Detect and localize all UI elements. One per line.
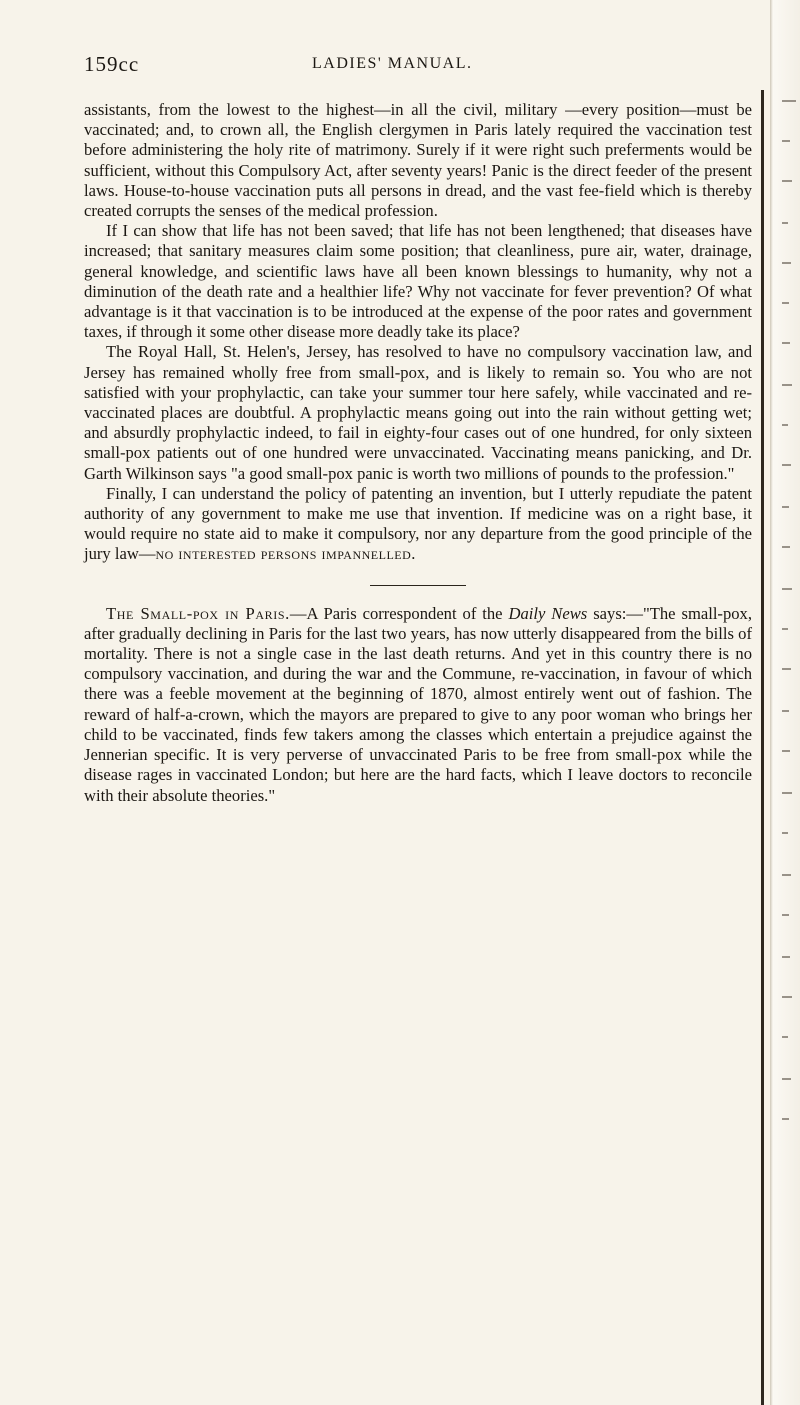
adjacent-text-fragment [782,546,790,548]
adjacent-text-fragment [782,668,791,670]
adjacent-text-fragment [782,384,792,386]
paragraph-4-text: Finally, I can understand the policy of patenting an invention, but I utterly repudiate the patent authority of any government to make me use that invention. If medicine was on a right base, it would require no state aid to make it compulsory, nor any departure from the good principle of the jury law— [84,483,752,564]
adjacent-text-fragment [782,956,790,958]
adjacent-text-fragment [782,140,790,142]
adjacent-text-fragment [782,874,791,876]
newspaper-title: Daily News [508,603,588,623]
adjacent-text-fragment [782,464,791,466]
adjacent-page-edge [770,0,800,1405]
paragraph-5-lead: —A Paris correspondent of the [289,603,509,623]
adjacent-text-fragment [782,424,788,426]
adjacent-text-fragment [782,710,789,712]
paragraph-5-body: says:—"The small-pox, after gradually declining in Paris for the last two years, has now utterly disappeared from the bills of mortality. There is not a single case in the last death returns. And yet in this country there is no compulsory vaccination, and during the war and the Commune, re-vaccination, in favour of which there was a feeble movement at the beginning of 1870, almost entirely went out of fashion. The reward of half-a-crown, which the mayors are prepared to give to any poor woman who brings her child to be vaccinated, finds few takers among the classes which entertain a prejudice against the Jennerian specific. It is very perverse of unvaccinated Paris to be free from small-pox while the disease rages in vaccinated London; but here are the hard facts, which I leave doctors to reconcile with their absolute theories." [84,603,753,805]
adjacent-text-fragment [782,262,791,264]
paragraph-1: assistants, from the lowest to the highest—in all the civil, military —every position—must be vaccinated; and, to crown all, the English clergymen in Paris lately required the vaccination test before administering the holy rite of matrimony. Surely if it were right such preferments would be sufficient, without this Compulsory Act, after seventy years! Panic is the direct feeder of the present laws. House-to-house vaccination puts all persons in dread, and the vast fee-field which is thereby created corrupts the senses of the medical profession. [84,100,752,221]
paragraph-4 [84,484,752,565]
adjacent-text-fragment [782,1118,789,1120]
adjacent-text-fragment [782,832,788,834]
adjacent-text-fragment [782,100,796,102]
running-head: LADIES' MANUAL. [312,55,473,72]
page-number: 159cc [84,52,140,76]
section-divider [370,585,466,586]
adjacent-text-fragment [782,342,790,344]
paragraph-5 [84,604,752,806]
book-spine-edge [761,90,764,1405]
paragraph-4-smallcaps: no interested persons impannelled. [155,544,416,564]
adjacent-text-fragment [782,588,792,590]
paragraph-2: If I can show that life has not been saved; that life has not been lengthened; that diseases have increased; that sanitary measures claim some position; that cleanliness, pure air, water, drainage, general knowledge, and scientific laws have all been known blessings to humanity, why not a diminution of the death rate and a healthier life? Why not vaccinate for fever prevention? Of what advantage is it that vaccination is to be introduced at the expense of the poor rates and government taxes, if through it some other disease more deadly take its place? [84,221,752,342]
section-heading: The Small-pox in Paris. [106,603,290,623]
adjacent-text-fragment [782,628,788,630]
adjacent-text-fragment [782,1078,791,1080]
adjacent-text-fragment [782,302,789,304]
adjacent-text-fragment [782,506,789,508]
adjacent-text-fragment [782,750,790,752]
adjacent-text-fragment [782,222,788,224]
adjacent-text-fragment [782,180,792,182]
adjacent-text-fragment [782,996,792,998]
adjacent-text-fragment [782,792,792,794]
adjacent-text-fragment [782,1036,788,1038]
adjacent-text-fragment [782,914,789,916]
page-header [84,52,754,82]
paragraph-3: The Royal Hall, St. Helen's, Jersey, has resolved to have no compulsory vaccination law, and Jersey has remained wholly free from small-pox, and is likely to remain so. You who are not satisfied with your prophylactic, can take your summer tour here safely, while vaccinated and re-vaccinated places are doubtful. A prophylactic means going out into the rain without getting wet; and absurdly prophylactic indeed, to fail in eighty-four cases out of one hundred, for only sixteen small-pox patients out of one hundred were unvaccinated. Vaccinating means panicking, and Dr. Garth Wilkinson says "a good small-pox panic is worth two millions of pounds to the profession." [84,342,752,483]
body-text [84,100,752,806]
